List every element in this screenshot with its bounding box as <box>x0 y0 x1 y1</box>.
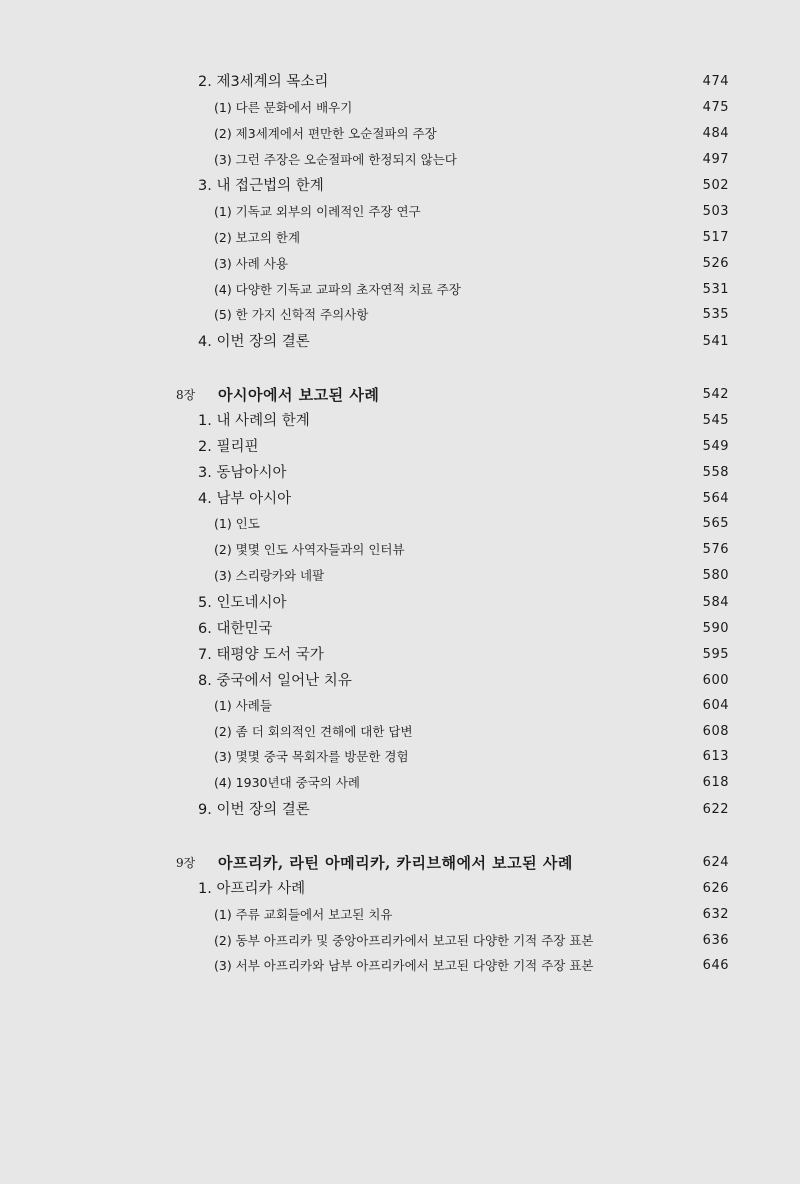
page-number: 503 <box>702 204 729 219</box>
entry-title: (4) 1930년대 중국의 사례 <box>214 775 360 790</box>
subsection-entry <box>0 200 800 224</box>
section-entry <box>0 643 800 667</box>
entry-title: (2) 몇몇 인도 사역자들과의 인터뷰 <box>214 542 405 557</box>
entry-title: 4. 남부 아시아 <box>198 491 292 507</box>
subsection-entry <box>0 122 800 146</box>
page-number: 632 <box>702 907 729 922</box>
entry-title: (1) 주류 교회들에서 보고된 치유 <box>214 907 393 922</box>
entry-title: (4) 다양한 기독교 교파의 초자연적 치료 주장 <box>214 282 461 297</box>
page-number: 608 <box>702 724 729 739</box>
page-number: 542 <box>702 387 729 402</box>
page-number: 474 <box>702 74 729 89</box>
page-number: 613 <box>702 749 729 764</box>
subsection-entry <box>0 303 800 327</box>
section-entry <box>0 591 800 615</box>
entry-title: 2. 필리핀 <box>198 439 259 455</box>
subsection-entry <box>0 278 800 302</box>
page-number: 497 <box>702 152 729 167</box>
section-entry <box>0 70 800 94</box>
entry-title: (3) 그런 주장은 오순절파에 한정되지 않는다 <box>214 152 457 167</box>
page-number: 517 <box>702 230 729 245</box>
page-number: 580 <box>702 568 729 583</box>
chapter-heading <box>0 383 800 407</box>
page-number: 558 <box>702 465 729 480</box>
entry-title: 1. 아프리카 사례 <box>198 881 306 897</box>
subsection-entry <box>0 538 800 562</box>
subsection-entry <box>0 903 800 927</box>
section-entry <box>0 798 800 822</box>
section-entry <box>0 487 800 511</box>
entry-title: (1) 기독교 외부의 이례적인 주장 연구 <box>214 204 421 219</box>
entry-title: (3) 서부 아프리카와 남부 아프리카에서 보고된 다양한 기적 주장 표본 <box>214 958 594 973</box>
section-entry <box>0 617 800 641</box>
page-number: 541 <box>702 334 729 349</box>
page-number: 564 <box>702 491 729 506</box>
page-number: 624 <box>702 855 729 870</box>
entry-title: 3. 내 접근법의 한계 <box>198 178 324 194</box>
entry-title: (5) 한 가지 신학적 주의사항 <box>214 307 369 322</box>
entry-title: 2. 제3세계의 목소리 <box>198 74 329 90</box>
page-number: 590 <box>702 621 729 636</box>
subsection-entry <box>0 929 800 953</box>
subsection-entry <box>0 512 800 536</box>
section-entry <box>0 330 800 354</box>
subsection-entry <box>0 694 800 718</box>
page-number: 502 <box>702 178 729 193</box>
page-number: 545 <box>702 413 729 428</box>
entry-title: 8. 중국에서 일어난 치유 <box>198 673 352 689</box>
page-number: 584 <box>702 595 729 610</box>
entry-title: (2) 제3세계에서 편만한 오순절파의 주장 <box>214 126 437 141</box>
subsection-entry <box>0 771 800 795</box>
section-entry <box>0 174 800 198</box>
entry-title: (3) 사례 사용 <box>214 256 288 271</box>
page-number: 626 <box>702 881 729 896</box>
entry-title: 9. 이번 장의 결론 <box>198 802 310 818</box>
page-number: 636 <box>702 933 729 948</box>
entry-title: 아시아에서 보고된 사례 <box>218 386 380 404</box>
page-number: 646 <box>702 958 729 973</box>
subsection-entry <box>0 954 800 978</box>
entry-title: 6. 대한민국 <box>198 621 273 637</box>
entry-title: (2) 동부 아프리카 및 중앙아프리카에서 보고된 다양한 기적 주장 표본 <box>214 933 594 948</box>
page-number: 535 <box>702 307 729 322</box>
entry-title: (1) 사례들 <box>214 698 272 713</box>
page-number: 565 <box>702 516 729 531</box>
entry-title: (1) 다른 문화에서 배우기 <box>214 100 353 115</box>
section-entry <box>0 877 800 901</box>
section-entry <box>0 409 800 433</box>
section-entry <box>0 669 800 693</box>
page-number: 526 <box>702 256 729 271</box>
entry-title: 아프리카, 라틴 아메리카, 카리브해에서 보고된 사례 <box>218 854 573 872</box>
chapter-number: 8장 <box>176 388 196 402</box>
entry-title: (1) 인도 <box>214 516 260 531</box>
subsection-entry <box>0 148 800 172</box>
page-number: 576 <box>702 542 729 557</box>
subsection-entry <box>0 96 800 120</box>
subsection-entry <box>0 720 800 744</box>
page-number: 484 <box>702 126 729 141</box>
entry-title: 7. 태평양 도서 국가 <box>198 647 324 663</box>
subsection-entry <box>0 226 800 250</box>
entry-title: 1. 내 사례의 한계 <box>198 413 310 429</box>
section-entry <box>0 435 800 459</box>
subsection-entry <box>0 564 800 588</box>
section-entry <box>0 461 800 485</box>
entry-title: 3. 동남아시아 <box>198 465 287 481</box>
page-number: 549 <box>702 439 729 454</box>
entry-title: (3) 몇몇 중국 목회자를 방문한 경험 <box>214 749 409 764</box>
page-number: 475 <box>702 100 729 115</box>
page-number: 595 <box>702 647 729 662</box>
page-number: 600 <box>702 673 729 688</box>
entry-title: 4. 이번 장의 결론 <box>198 334 310 350</box>
chapter-heading <box>0 851 800 875</box>
entry-title: (2) 보고의 한계 <box>214 230 301 245</box>
page-number: 531 <box>702 282 729 297</box>
chapter-number: 9장 <box>176 856 196 870</box>
entry-title: (2) 좀 더 회의적인 견해에 대한 답변 <box>214 724 413 739</box>
page-number: 618 <box>702 775 729 790</box>
page-number: 622 <box>702 802 729 817</box>
page-number: 604 <box>702 698 729 713</box>
subsection-entry <box>0 252 800 276</box>
entry-title: 5. 인도네시아 <box>198 595 287 611</box>
subsection-entry <box>0 745 800 769</box>
entry-title: (3) 스리랑카와 네팔 <box>214 568 325 583</box>
